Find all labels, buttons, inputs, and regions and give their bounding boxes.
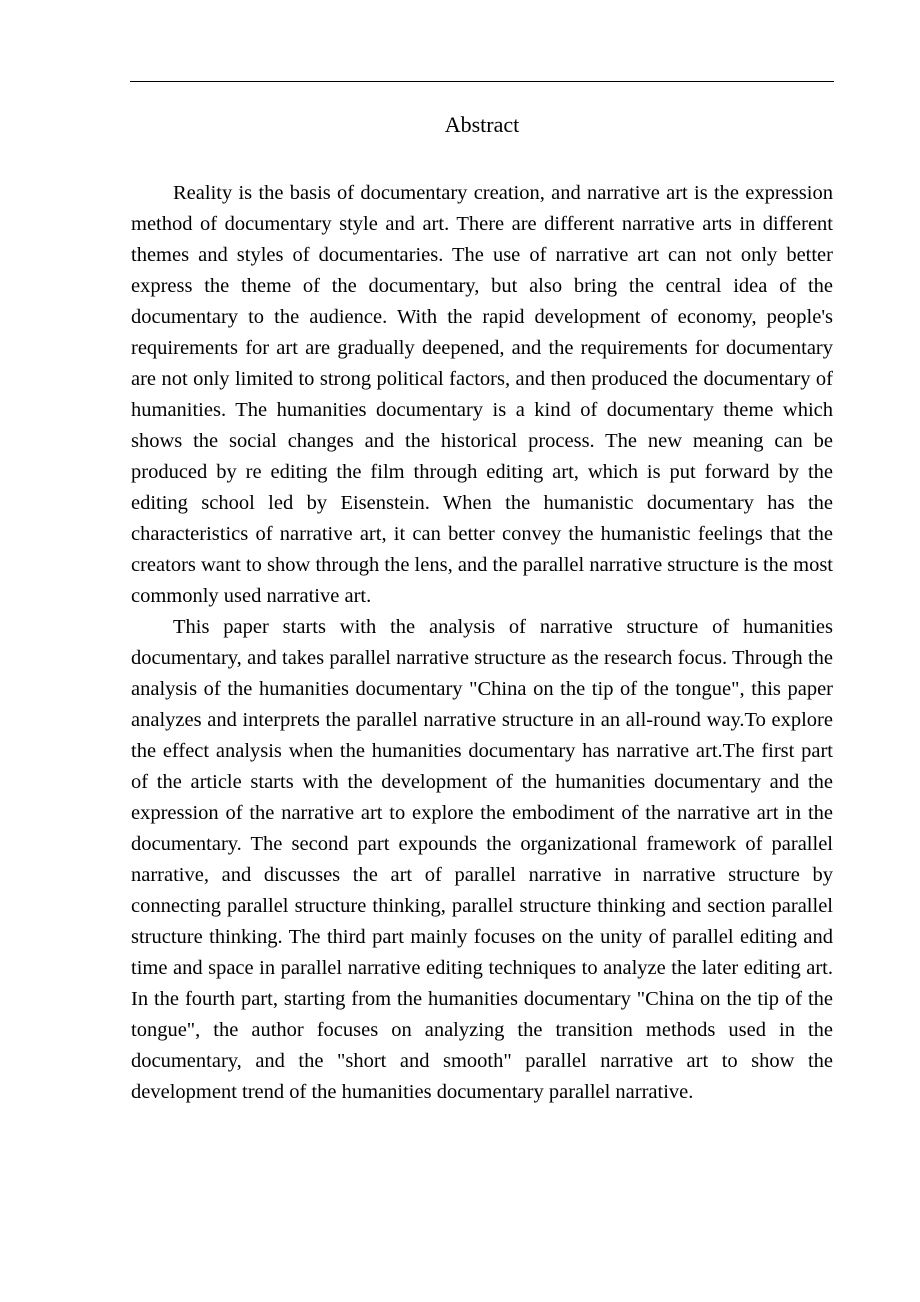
header-rule [130, 81, 834, 82]
abstract-title: Abstract [444, 112, 520, 137]
abstract-paragraph-2: This paper starts with the analysis of narrative structure of humanities documentary, and takes parallel narrative structure as the research focus. Through the analysis of the humanities documentary "China on the tip of the tongue", this paper analyzes and interprets the parallel narrative structure in an all-round way.To explore the effect analysis when the humanities documentary has narrative art.The first part of the article starts with the development of the humanities documentary and the expression of the narrative art to explore the embodiment of the narrative art in the documentary. The second part expounds the organizational framework of parallel narrative, and discusses the art of parallel narrative in narrative structure by connecting parallel structure thinking, parallel structure thinking and section parallel structure thinking. The third part mainly focuses on the unity of parallel editing and time and space in parallel narrative editing techniques to analyze the later editing art. In the fourth part, starting from the humanities documentary "China on the tip of the tongue", the author focuses on analyzing the transition methods used in the documentary, and the "short and smooth" parallel narrative art to show the development trend of the humanities documentary parallel narrative. [131, 616, 833, 1103]
abstract-body [131, 178, 833, 1108]
abstract-paragraph-1: Reality is the basis of documentary creation, and narrative art is the expression method of documentary style and art. There are different narrative arts in different themes and styles of documentaries. The use of narrative art can not only better express the theme of the documentary, but also bring the central idea of the documentary to the audience. With the rapid development of economy, people's requirements for art are gradually deepened, and the requirements for documentary are not only limited to strong political factors, and then produced the documentary of humanities. The humanities documentary is a kind of documentary theme which shows the social changes and the historical process. The new meaning can be produced by re editing the film through editing art, which is put forward by the editing school led by Eisenstein. When the humanistic documentary has the characteristics of narrative art, it can better convey the humanistic feelings that the creators want to show through the lens, and the parallel narrative structure is the most commonly used narrative art. [131, 182, 833, 607]
